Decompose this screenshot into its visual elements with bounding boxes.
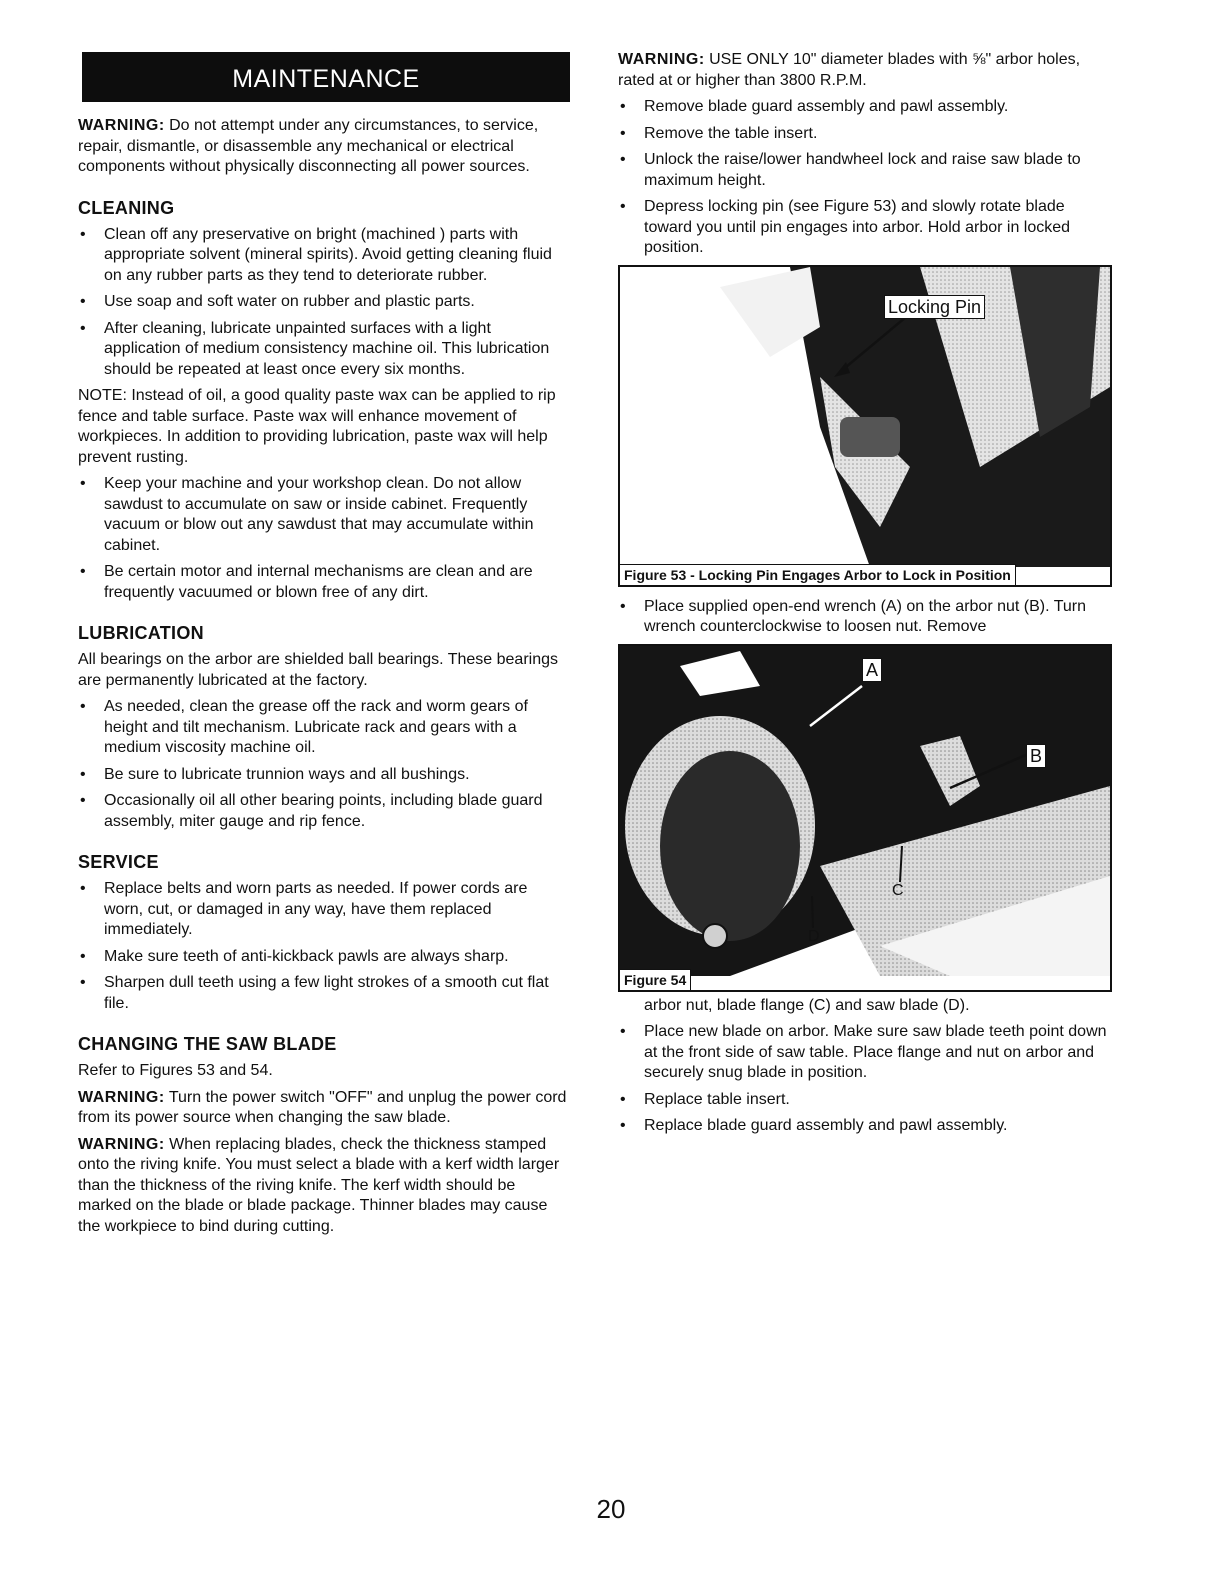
left-column — [78, 52, 570, 1243]
warning-text: Do not attempt under any circumstances, to service, repair, dismantle, or disassemble any mechanical or electrical components without physically disconnecting all power sources. — [78, 117, 539, 175]
arbor-nut-label-b: B — [1026, 744, 1046, 768]
locking-pin-callout: Locking Pin — [884, 295, 985, 319]
list-item: • Keep your machine and your workshop clean. Do not allow sawdust to accumulate on saw or inside cabinet. Frequently vacuum or blow out any sawdust that may accumulate within cabinet. — [78, 474, 570, 556]
service-heading: SERVICE — [78, 852, 159, 872]
warning-text: USE ONLY 10" diameter blades with ⅝" arbor holes, rated at or higher than 3800 R.P.M. — [618, 51, 1081, 89]
list-item: • Replace table insert. — [618, 1090, 1112, 1111]
changing-blade-heading: CHANGING THE SAW BLADE — [78, 1034, 337, 1054]
warning-kerf-width — [78, 1135, 570, 1238]
cleaning-list-2 — [78, 474, 570, 603]
list-item: • Unlock the raise/lower handwheel lock and raise saw blade to maximum height. — [618, 150, 1112, 191]
warning-label: WARNING: — [78, 1135, 165, 1153]
figure-reference: Refer to Figures 53 and 54. — [78, 1062, 273, 1079]
warning-label: WARNING: — [78, 117, 165, 134]
lubrication-heading: LUBRICATION — [78, 623, 204, 643]
list-item: • Clean off any preservative on bright (machined ) parts with appropriate solvent (mineral spirits). Avoid getting cleaning fluid on any rubber parts as they tend to deteriorate rubber. — [78, 225, 570, 287]
list-item: • Occasionally oil all other bearing points, including blade guard assembly, miter gauge and rip fence. — [78, 791, 570, 832]
warning-power-switch — [78, 1088, 570, 1129]
reinstall-list — [618, 1022, 1112, 1137]
warning-blade-spec — [618, 50, 1112, 91]
figure-53-caption: Figure 53 - Locking Pin Engages Arbor to Lock in Position — [620, 564, 1016, 585]
list-item: • Replace blade guard assembly and pawl assembly. — [618, 1116, 1112, 1137]
maintenance-banner: MAINTENANCE — [82, 52, 570, 102]
list-item: • Sharpen dull teeth using a few light strokes of a smooth cut flat file. — [78, 973, 570, 1014]
list-item: • Remove blade guard assembly and pawl assembly. — [618, 97, 1112, 118]
list-item: • Remove the table insert. — [618, 124, 1112, 145]
warning-text: When replacing blades, check the thickness stamped onto the riving knife. You must select a blade with a kerf width larger than the thickness of the riving knife. The kerf width should be marked on the blade or blade package. Thinner blades may cause the workpiece to bind during cutting. — [78, 1135, 560, 1235]
figure-54 — [618, 644, 1112, 992]
list-item: • After cleaning, lubricate unpainted surfaces with a light application of medium consistency machine oil. This lubrication should be repeated at least once every six months. — [78, 319, 570, 381]
warning-disconnect — [78, 116, 570, 178]
list-item: • Place supplied open-end wrench (A) on the arbor nut (B). Turn wrench counterclockwise to loosen nut. Remove — [618, 597, 1112, 638]
lubrication-list — [78, 697, 570, 832]
page-number: 20 — [596, 1494, 626, 1524]
list-item: • Replace belts and worn parts as needed. If power cords are worn, cut, or damaged in any way, have them replaced immediately. — [78, 879, 570, 941]
list-item: • As needed, clean the grease off the rack and worm gears of height and tilt mechanism. Lubricate rack and gears with a medium viscosity machine oil. — [78, 697, 570, 759]
arbor-nut-photo — [620, 646, 1110, 990]
cleaning-heading: CLEANING — [78, 197, 175, 218]
cleaning-list — [78, 225, 570, 381]
list-item: • Place new blade on arbor. Make sure saw blade teeth point down at the front side of saw table. Place flange and nut on arbor and securely snug blade in position. — [618, 1022, 1112, 1084]
warning-text: Turn the power switch "OFF" and unplug the power cord from its power source when changing the saw blade. — [78, 1088, 567, 1126]
list-item: • Be sure to lubricate trunnion ways and all bushings. — [78, 765, 570, 786]
list-item: • Make sure teeth of anti-kickback pawls are always sharp. — [78, 947, 570, 968]
list-item: • Depress locking pin (see Figure 53) and slowly rotate blade toward you until pin engages into arbor. Hold arbor in locked position. — [618, 197, 1112, 259]
wrench-label-a: A — [862, 658, 882, 682]
locking-pin-photo — [620, 267, 1110, 585]
right-column — [618, 50, 1112, 1143]
figure-53 — [618, 265, 1112, 587]
wrench-step — [618, 597, 1112, 638]
blade-leader — [812, 896, 813, 928]
blade-label-d: D — [808, 927, 820, 945]
paste-wax-note: NOTE: Instead of oil, a good quality paste wax can be applied to rip fence and table surface. Paste wax will enhance movement of workpieces. In addition to providing lubrication, paste wax will help prevent rusting. — [78, 387, 556, 466]
figure-54-caption: Figure 54 — [620, 969, 691, 990]
list-item: • Use soap and soft water on rubber and plastic parts. — [78, 292, 570, 313]
warning-label: WARNING: — [618, 51, 705, 68]
lubrication-intro: All bearings on the arbor are shielded ball bearings. These bearings are permanently lubricated at the factory. — [78, 651, 559, 689]
continuation-text: arbor nut, blade flange (C) and saw blade (D). — [644, 996, 970, 1014]
flange-label-c: C — [892, 881, 904, 899]
warning-label: WARNING: — [78, 1088, 165, 1106]
service-list — [78, 879, 570, 1014]
blade-prep-list — [618, 97, 1112, 259]
list-item: • Be certain motor and internal mechanisms are clean and are frequently vacuumed or blown free of any dirt. — [78, 562, 570, 603]
